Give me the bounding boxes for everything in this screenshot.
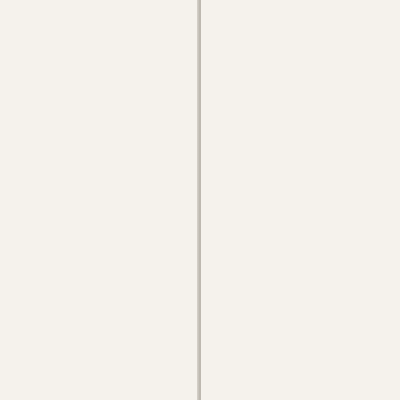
text-line: [0, 47, 186, 56]
text-line: [213, 139, 400, 148]
text-line: [0, 38, 186, 47]
text-line: [0, 157, 186, 166]
text-line: [0, 276, 186, 285]
right-page-text: [213, 38, 400, 385]
text-line: [0, 294, 186, 303]
text-line: [213, 111, 400, 120]
text-line: [213, 285, 400, 294]
text-line: [0, 148, 186, 157]
text-line: [213, 358, 400, 367]
text-line: [213, 349, 400, 358]
text-line: [0, 267, 186, 276]
text-line: [213, 157, 400, 166]
text-line: [213, 129, 400, 138]
text-line: [0, 349, 186, 358]
text-line: [213, 75, 400, 84]
text-line: [0, 376, 186, 385]
text-line: [0, 230, 186, 239]
text-line: [0, 139, 186, 148]
text-line: [0, 184, 186, 193]
text-line: [0, 56, 186, 65]
text-line: [0, 312, 186, 321]
text-line: [213, 312, 400, 321]
text-line: [0, 166, 186, 175]
text-line: [213, 84, 400, 93]
text-line: [0, 385, 186, 394]
text-line: [213, 294, 400, 303]
text-line: [0, 257, 186, 266]
text-line: [213, 102, 400, 111]
text-line: [0, 120, 186, 129]
text-line: [213, 376, 400, 385]
text-line: [213, 257, 400, 266]
text-line: [213, 367, 400, 376]
text-line: [0, 321, 186, 330]
text-line: [213, 193, 400, 202]
text-line: [0, 175, 186, 184]
text-line: [213, 303, 400, 312]
text-line: [213, 321, 400, 330]
text-line: [0, 239, 186, 248]
text-line: [213, 120, 400, 129]
text-line: [0, 203, 186, 212]
text-line: [0, 367, 186, 376]
text-line: [0, 248, 186, 257]
text-line: [0, 129, 186, 138]
text-line: [0, 102, 186, 111]
text-line: [0, 193, 186, 202]
text-line: [0, 75, 186, 84]
text-line: [0, 65, 186, 74]
text-line: [213, 267, 400, 276]
text-line: [0, 331, 186, 340]
text-line: [213, 221, 400, 230]
left-page-text: [0, 38, 186, 394]
text-line: [213, 65, 400, 74]
text-line: [213, 166, 400, 175]
text-line: [213, 56, 400, 65]
text-line: [0, 340, 186, 349]
text-line: [213, 38, 400, 47]
text-line: [213, 212, 400, 221]
text-line: [0, 111, 186, 120]
text-line: [213, 93, 400, 102]
text-line: [0, 84, 186, 93]
text-line: [213, 230, 400, 239]
text-line: [213, 248, 400, 257]
text-line: [0, 358, 186, 367]
right-page: [201, 0, 400, 400]
text-line: [213, 340, 400, 349]
text-line: [0, 212, 186, 221]
text-line: [0, 285, 186, 294]
text-line: [213, 276, 400, 285]
left-page: [0, 0, 199, 400]
text-line: [213, 239, 400, 248]
text-line: [213, 148, 400, 157]
text-line: [213, 184, 400, 193]
text-line: [0, 221, 186, 230]
text-line: [213, 175, 400, 184]
text-line: [213, 47, 400, 56]
text-line: [0, 93, 186, 102]
text-line: [213, 203, 400, 212]
text-line: [0, 303, 186, 312]
text-line: [213, 331, 400, 340]
